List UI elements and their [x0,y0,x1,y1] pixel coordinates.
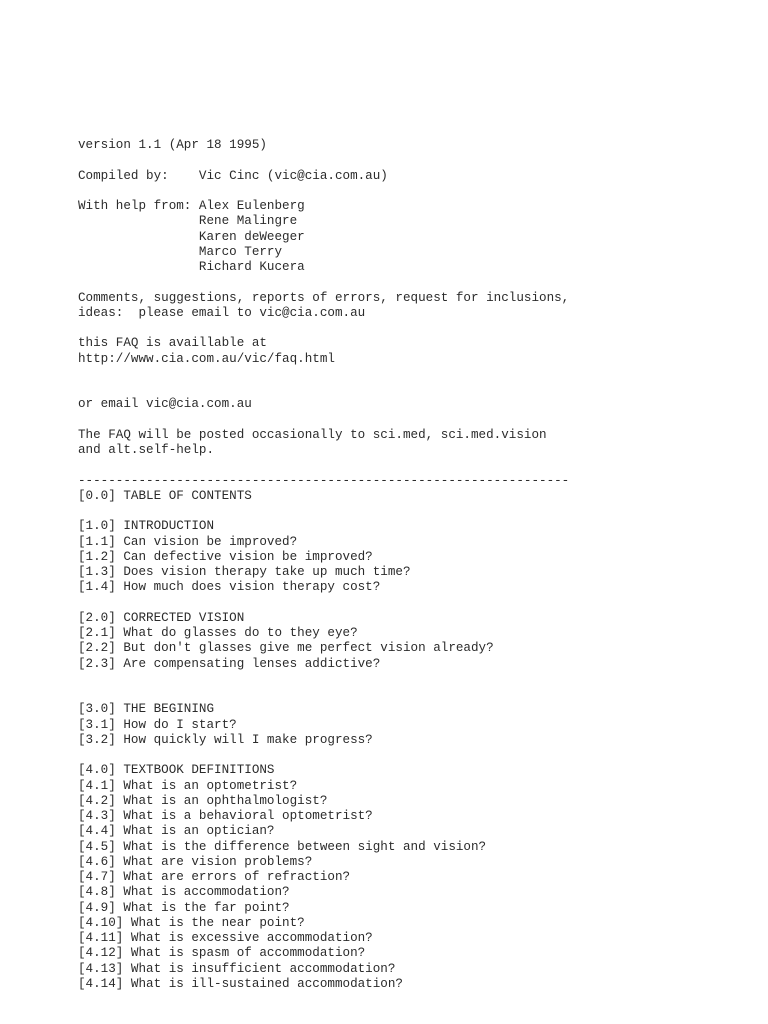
text-line: With help from: Alex Eulenberg [78,199,305,213]
divider-line: ----------------------------------------------------------------- [78,473,570,488]
text-line: and alt.self-help. [78,443,215,457]
text-line: Richard Kucera [78,260,305,274]
text-line: version 1.1 (Apr 18 1995) [78,138,267,152]
text-line: Comments, suggestions, reports of errors, request for inclusions, [78,290,570,305]
text-line: [2.3] Are compensating lenses addictive? [78,656,381,671]
text-line: [1.3] Does vision therapy take up much time? [78,565,411,579]
blank-line [78,687,758,702]
blank-line [78,672,758,687]
text-line: [4.5] What is the difference between sight and vision? [78,839,487,854]
text-line: [4.10] What is the near point? [78,915,305,930]
text-line: [4.13] What is insufficient accommodation? [78,961,396,976]
text-line: [1.1] Can vision be improved? [78,534,298,549]
text-line: [4.11] What is excessive accommodation? [78,931,373,945]
text-line: [4.8] What is accommodation? [78,885,290,900]
text-line: [4.14] What is ill-sustained accommodation? [78,976,403,991]
text-line: [3.1] How do I start? [78,717,237,732]
text-line: [1.4] How much does vision therapy cost? [78,580,381,595]
text-line: [2.0] CORRECTED VISION [78,610,245,625]
text-line: [3.0] THE BEGINING [78,702,215,717]
blank-line [78,413,758,428]
text-line: [4.6] What are vision problems? [78,854,313,869]
text-line: [1.2] Can defective vision be improved? [78,549,373,564]
text-line: this FAQ is availlable at [78,336,267,351]
text-line: [4.3] What is a behavioral optometrist? [78,809,373,823]
text-line: [2.1] What do glasses do to they eye? [78,626,358,640]
text-line: http://www.cia.com.au/vic/faq.html [78,351,335,366]
text-line: [4.2] What is an ophthalmologist? [78,793,328,808]
text-line: [4.9] What is the far point? [78,900,290,915]
text-line: [1.0] INTRODUCTION [78,519,215,534]
text-line: Rene Malingre [78,214,298,229]
text-line: The FAQ will be posted occasionally to sci.med, sci.med.vision [78,427,547,442]
blank-line [78,321,758,336]
blank-line [78,458,758,473]
text-line: Marco Terry [78,244,283,259]
blank-line [78,184,758,199]
text-line: [4.4] What is an optician? [78,824,275,839]
text-line: [4.1] What is an optometrist? [78,778,298,793]
text-line: ideas: please email to vic@cia.com.au [78,305,366,320]
text-line: [0.0] TABLE OF CONTENTS [78,488,252,503]
blank-line [78,275,758,290]
text-line: [4.7] What are errors of refraction? [78,870,351,884]
text-line: Karen deWeeger [78,229,305,244]
document-body [78,138,758,992]
text-line: [4.12] What is spasm of accommodation? [78,946,366,961]
text-line: Compiled by: Vic Cinc (vic@cia.com.au) [78,168,388,183]
blank-line [78,367,758,382]
blank-line [78,504,758,519]
blank-line [78,596,758,611]
text-line: [4.0] TEXTBOOK DEFINITIONS [78,763,275,778]
text-line: [3.2] How quickly will I make progress? [78,732,373,747]
text-line: [2.2] But don't glasses give me perfect vision already? [78,641,494,656]
blank-line [78,153,758,168]
blank-line [78,382,758,397]
blank-line [78,748,758,763]
text-line: or email vic@cia.com.au [78,397,252,412]
